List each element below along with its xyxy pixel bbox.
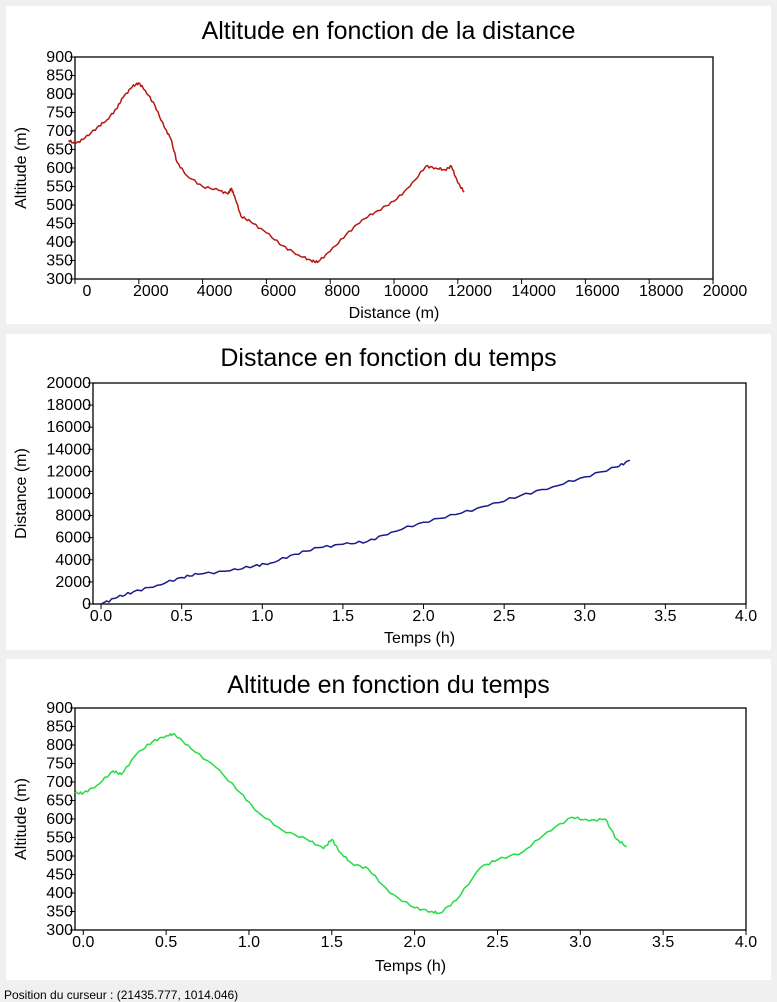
plot-frame: [75, 57, 713, 279]
x-tick-label: 20000: [702, 283, 748, 300]
y-tick-label: 850: [46, 718, 73, 736]
y-tick-label: 400: [46, 234, 73, 251]
x-axis-label: Distance (m): [348, 305, 440, 322]
x-tick-label: 3.5: [652, 934, 675, 951]
x-tick-label: 16000: [575, 283, 620, 300]
x-tick-label: 0.5: [170, 608, 193, 625]
y-tick-label: 14000: [46, 441, 91, 459]
series-line: [75, 734, 627, 914]
x-tick-label: 0.0: [72, 934, 95, 951]
y-tick-label: 650: [46, 141, 73, 159]
x-tick-label: 14000: [511, 283, 556, 300]
x-tick-label: 1.0: [237, 934, 261, 951]
y-tick-label: 2000: [55, 573, 91, 591]
x-tick-label: 0.0: [89, 608, 113, 625]
y-tick-label: 700: [46, 123, 73, 140]
y-tick-label: 900: [46, 700, 73, 717]
y-tick-label: 800: [46, 737, 73, 754]
y-tick-label: 8000: [55, 507, 91, 525]
x-tick-label: 2.0: [412, 608, 435, 625]
chart-panel-altitude-time: [6, 659, 771, 980]
y-tick-label: 750: [46, 755, 73, 773]
plot-frame: [75, 708, 746, 930]
y-tick-label: 300: [46, 922, 73, 939]
x-tick-label: 4.0: [734, 934, 758, 951]
y-tick-label: 700: [46, 774, 73, 791]
y-tick-label: 500: [46, 197, 73, 214]
plot-frame: [93, 383, 746, 604]
y-tick-label: 350: [46, 903, 73, 921]
y-tick-label: 900: [46, 49, 73, 66]
chart-title: Altitude en fonction de la distance: [201, 17, 576, 45]
y-tick-label: 800: [46, 86, 73, 103]
x-tick-label: 3.0: [569, 934, 592, 951]
y-tick-label: 12000: [46, 463, 91, 481]
y-tick-label: 850: [46, 67, 73, 85]
x-tick-label: 4.0: [734, 608, 758, 625]
x-tick-label: 1.5: [331, 608, 355, 625]
x-tick-label: 3.0: [573, 608, 596, 625]
chart-altitude-distance: [6, 6, 771, 324]
x-tick-label: 1.5: [320, 934, 343, 951]
y-axis-label: Altitude (m): [13, 127, 30, 209]
y-tick-label: 0: [82, 596, 91, 613]
x-tick-label: 3.5: [654, 608, 677, 625]
y-tick-label: 500: [46, 848, 73, 865]
status-bar-cursor-position: Position du curseur : (21435.777, 1014.046): [4, 988, 239, 1002]
x-tick-label: 1.0: [251, 608, 274, 625]
y-tick-label: 400: [46, 885, 73, 902]
series-line: [101, 460, 630, 604]
y-tick-label: 300: [46, 271, 73, 288]
y-tick-label: 10000: [46, 485, 91, 503]
chart-distance-time: [6, 334, 771, 650]
x-tick-label: 2000: [133, 283, 169, 300]
x-tick-label: 2.5: [486, 934, 509, 951]
y-axis-label: Distance (m): [13, 448, 30, 539]
y-tick-label: 550: [46, 829, 73, 847]
y-tick-label: 750: [46, 104, 73, 122]
chart-title: Altitude en fonction du temps: [227, 671, 550, 699]
chart-panel-distance-time: [6, 334, 771, 650]
y-tick-label: 550: [46, 178, 73, 196]
y-tick-label: 6000: [55, 529, 91, 547]
y-tick-label: 20000: [46, 375, 91, 392]
y-tick-label: 16000: [46, 419, 91, 437]
y-axis-label: Altitude (m): [13, 778, 30, 860]
x-tick-label: 2.5: [493, 608, 516, 625]
x-tick-label: 6000: [260, 283, 297, 300]
x-tick-label: 12000: [447, 283, 493, 300]
y-tick-label: 450: [46, 215, 73, 233]
y-tick-label: 600: [46, 160, 73, 177]
x-axis-label: Temps (h): [383, 630, 456, 647]
chart-panel-altitude-distance: [6, 6, 771, 324]
series-line: [69, 83, 465, 263]
x-tick-label: 10000: [383, 283, 429, 300]
chart-title: Distance en fonction du temps: [220, 344, 557, 372]
y-tick-label: 650: [46, 792, 73, 810]
chart-altitude-time: [6, 659, 771, 980]
x-tick-label: 18000: [638, 283, 684, 300]
x-tick-label: 0.5: [154, 934, 178, 951]
x-tick-label: 2.0: [403, 934, 426, 951]
x-tick-label: 8000: [324, 283, 360, 300]
y-tick-label: 450: [46, 866, 73, 884]
x-tick-label: 0: [82, 283, 92, 300]
y-tick-label: 4000: [55, 551, 91, 569]
x-axis-label: Temps (h): [374, 958, 447, 975]
x-tick-label: 4000: [196, 283, 233, 300]
y-tick-label: 600: [46, 811, 73, 828]
y-tick-label: 18000: [46, 397, 91, 415]
y-tick-label: 350: [46, 252, 73, 270]
